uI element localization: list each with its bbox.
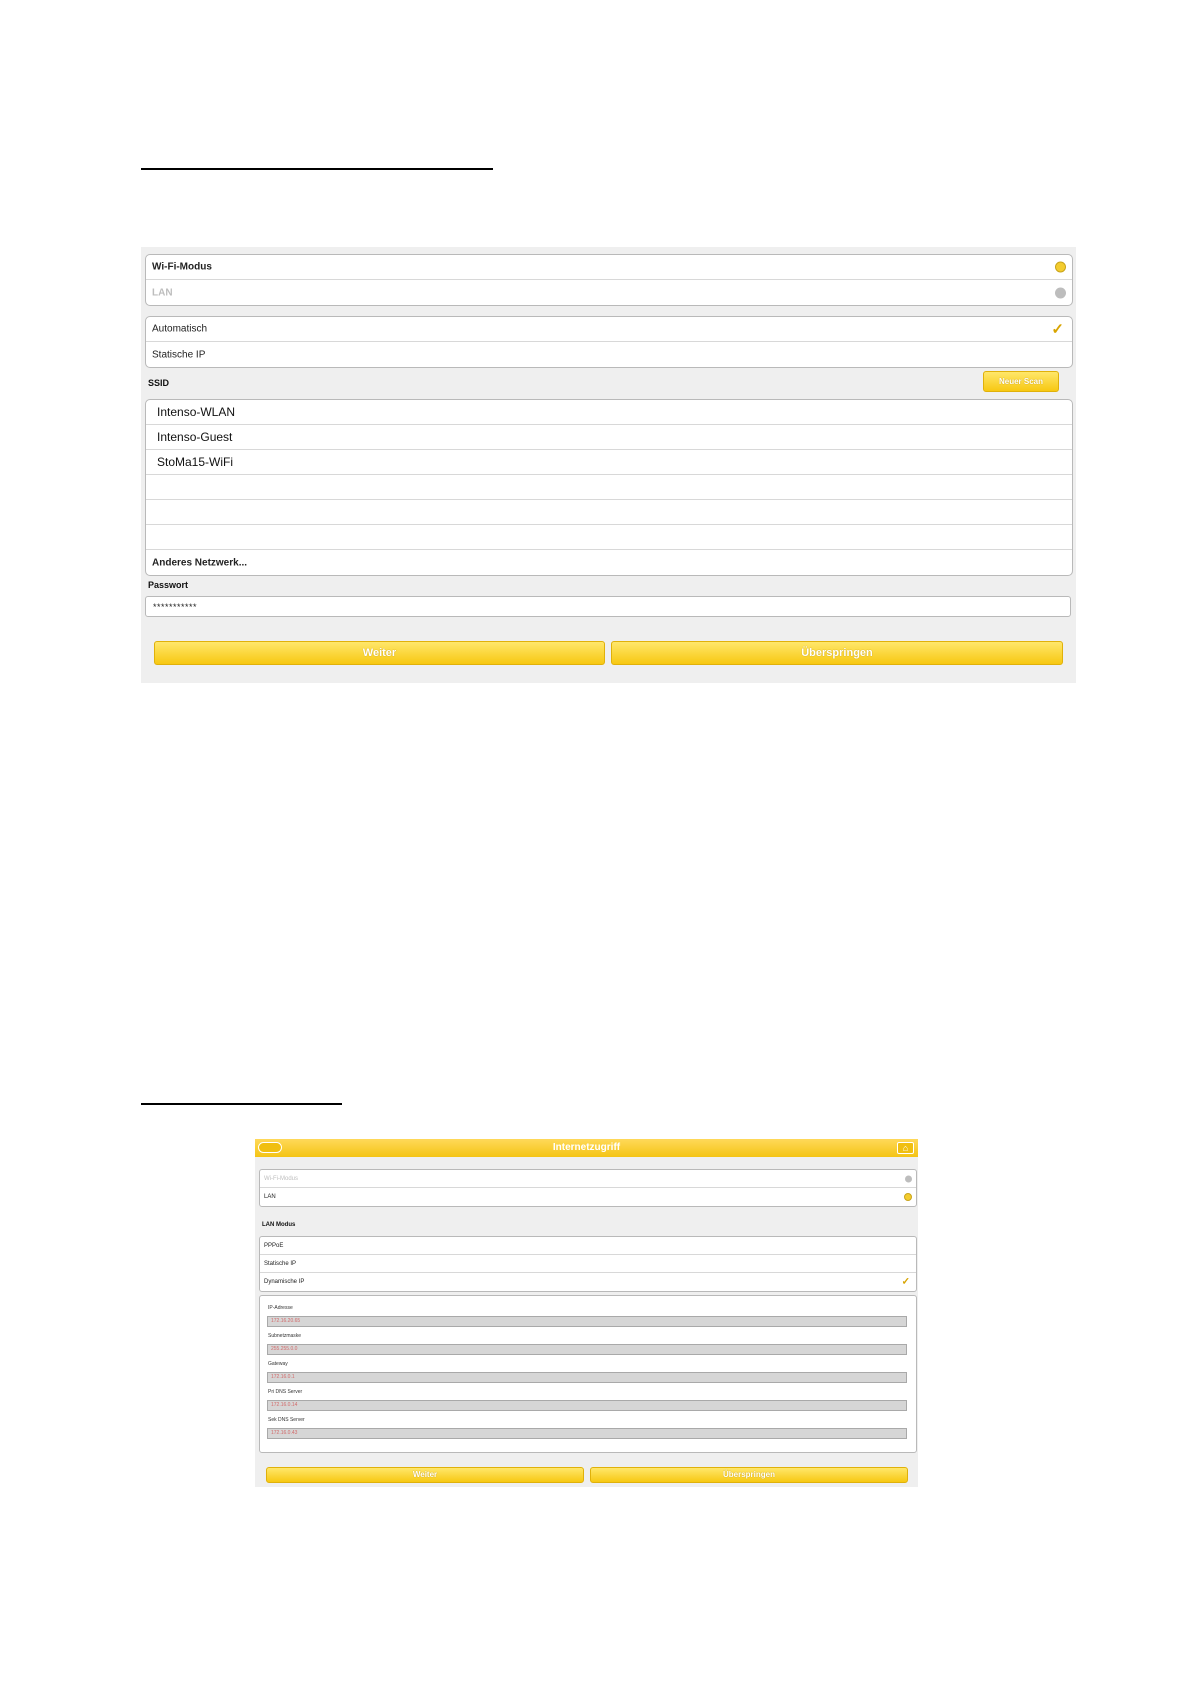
network-name: StoMa15-WiFi bbox=[157, 455, 234, 469]
mode-label-lan: LAN bbox=[264, 1194, 276, 1200]
mode-group bbox=[259, 1169, 917, 1207]
radio-unselected-icon bbox=[905, 1175, 912, 1182]
lan-option-dynamic[interactable] bbox=[260, 1273, 916, 1291]
wifi-settings-screenshot bbox=[141, 247, 1076, 683]
lan-mode-group bbox=[259, 1236, 917, 1292]
other-network-item[interactable] bbox=[146, 550, 1072, 575]
network-item-empty[interactable] bbox=[146, 525, 1072, 550]
network-name: Intenso-WLAN bbox=[157, 405, 236, 419]
primary-dns-label: Pri DNS Server bbox=[268, 1389, 303, 1395]
network-name: Intenso-Guest bbox=[157, 430, 233, 444]
checkmark-icon: ✓ bbox=[1051, 321, 1064, 338]
ip-mode-label-auto: Automatisch bbox=[152, 323, 208, 335]
ip-address-label: IP-Adresse bbox=[268, 1305, 293, 1311]
other-network-label: Anderes Netzwerk... bbox=[152, 557, 248, 568]
lan-mode-label: LAN Modus bbox=[262, 1222, 296, 1228]
new-scan-button[interactable]: Neuer Scan bbox=[983, 371, 1059, 392]
gateway-label: Gateway bbox=[268, 1361, 288, 1367]
lan-option-label: Dynamische IP bbox=[264, 1279, 305, 1285]
secondary-dns-label: Sek DNS Server bbox=[268, 1417, 305, 1423]
mode-row-wifi[interactable] bbox=[260, 1170, 916, 1188]
lan-option-label: Statische IP bbox=[264, 1260, 297, 1267]
mode-label-wifi: Wi-Fi-Modus bbox=[264, 1175, 298, 1182]
radio-selected-icon bbox=[904, 1193, 912, 1201]
skip-button[interactable]: Überspringen bbox=[590, 1467, 908, 1483]
lan-option-label: PPPoE bbox=[264, 1242, 284, 1249]
network-item[interactable] bbox=[146, 450, 1072, 475]
secondary-dns-value: 172.16.0.43 bbox=[271, 1430, 298, 1436]
password-value: *********** bbox=[153, 601, 198, 612]
gateway-value: 172.16.0.1 bbox=[271, 1374, 295, 1380]
network-item[interactable] bbox=[146, 425, 1072, 450]
radio-unselected-icon bbox=[1055, 287, 1066, 298]
password-label: Passwort bbox=[148, 580, 189, 590]
heading-underline-2 bbox=[141, 1103, 342, 1105]
secondary-dns-field bbox=[267, 1428, 907, 1439]
checkmark-icon: ✓ bbox=[901, 1276, 910, 1288]
ip-mode-row-static[interactable] bbox=[146, 342, 1072, 367]
mode-row-lan[interactable] bbox=[260, 1188, 916, 1206]
mode-row-lan[interactable] bbox=[146, 280, 1072, 305]
radio-selected-icon bbox=[1055, 262, 1066, 273]
title-bar bbox=[255, 1139, 918, 1157]
mode-label-lan: LAN bbox=[152, 287, 173, 298]
network-list bbox=[145, 399, 1073, 576]
primary-dns-value: 172.16.0.14 bbox=[271, 1402, 298, 1408]
page-title: Internetzugriff bbox=[552, 1142, 621, 1153]
mode-label-wifi: Wi-Fi-Modus bbox=[152, 261, 212, 273]
ip-address-field bbox=[267, 1316, 907, 1327]
gateway-field bbox=[267, 1372, 907, 1383]
home-icon[interactable]: ⌂ bbox=[897, 1142, 914, 1154]
ssid-label: SSID bbox=[148, 378, 170, 388]
network-item-empty[interactable] bbox=[146, 475, 1072, 500]
network-item[interactable] bbox=[146, 400, 1072, 425]
lan-option-pppoe[interactable] bbox=[260, 1237, 916, 1255]
ip-details-panel bbox=[259, 1295, 917, 1453]
next-button[interactable]: Weiter bbox=[154, 641, 605, 665]
heading-underline-1 bbox=[141, 168, 493, 170]
next-button[interactable]: Weiter bbox=[266, 1467, 584, 1483]
mode-row-wifi[interactable] bbox=[146, 255, 1072, 280]
subnet-mask-value: 255.255.0.0 bbox=[271, 1346, 298, 1352]
ip-address-value: 172.16.20.65 bbox=[271, 1318, 301, 1324]
ip-mode-label-static: Statische IP bbox=[152, 349, 206, 360]
password-field[interactable] bbox=[145, 596, 1071, 617]
lan-option-static[interactable] bbox=[260, 1255, 916, 1273]
subnet-mask-label: Subnetzmaske bbox=[268, 1333, 302, 1339]
primary-dns-field bbox=[267, 1400, 907, 1411]
ip-mode-row-auto[interactable] bbox=[146, 317, 1072, 342]
subnet-mask-field bbox=[267, 1344, 907, 1355]
mode-group bbox=[145, 254, 1073, 306]
network-item-empty[interactable] bbox=[146, 500, 1072, 525]
skip-button[interactable]: Überspringen bbox=[611, 641, 1063, 665]
lan-settings-screenshot bbox=[255, 1139, 918, 1487]
ip-mode-group bbox=[145, 316, 1073, 368]
